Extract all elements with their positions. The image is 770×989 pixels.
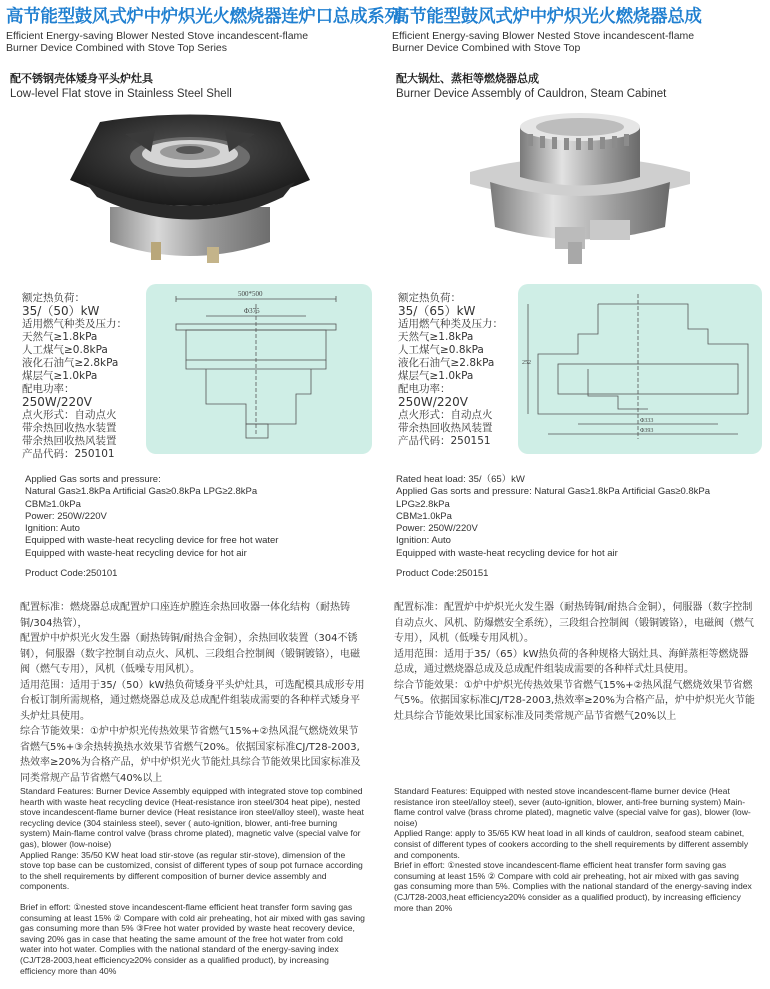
paragraph-en: Standard Features: Equipped with nested stove incandescent-flame burner device (Heat resistance iron steel/alloy steel), sever (auto-ignition, blower, anti-free burning system) Main-flame control valve (brass chrome plated), magnetic valve (special valve for gas), blower (low-noise)	[394, 786, 751, 828]
flat-stove-photo	[55, 102, 325, 272]
spec-line: 35/（65）kW	[398, 304, 476, 318]
spec-line: 煤层气≥1.0kPa	[22, 370, 98, 382]
left-description-en	[20, 786, 365, 986]
paragraph-cn: 适用范围：适用于35/（50）kW热负荷矮身平头炉灶具，可选配模具成形专用台板订制所需规格，通过燃烧器总成及总成配件组装成需要的各种样式矮身平头炉灶具使用。	[20, 679, 365, 722]
spec-en-line: Ignition: Auto	[396, 535, 451, 547]
spec-en-line: Power: 250W/220V	[396, 523, 478, 535]
spec-line: 人工煤气≥0.8kPa	[22, 344, 108, 356]
right-heading-en-2: Burner Device Combined with Stove Top	[392, 42, 581, 54]
left-heading-cn: 高节能型鼓风式炉中炉炽光火燃烧器连炉口总成系列	[6, 7, 402, 27]
right-spec-cn	[398, 292, 503, 448]
spec-en-line: Power: 250W/220V	[25, 510, 107, 522]
paragraph-cn: 配置标准：燃烧器总成配置炉口座连炉膛连余热回收器一体化结构（耐热铸铜/304热管），	[20, 602, 350, 629]
spec-line: 250W/220V	[22, 395, 92, 409]
spec-line: 产品代码：250151	[398, 435, 491, 447]
spec-line: 人工煤气≥0.8kPa	[398, 344, 484, 356]
left-spec-en	[25, 474, 278, 580]
spec-line: 适用燃气种类及压力：	[22, 318, 127, 330]
right-spec-en	[396, 474, 710, 580]
left-spec-cn	[22, 292, 127, 461]
left-subtitle-en: Low-level Flat stove in Stainless Steel Shell	[10, 88, 232, 100]
spec-line: 液化石油气≥2.8kPa	[398, 357, 495, 369]
paragraph-en: Brief in effort: ①nested stove incandescent-flame efficient heat transfer form saving gas consuming at least 15% ② Compare with cold air preheating, hot air mixed with gas saving gas consuming more than 5% ③Free hot water provided by waste heat recovery device, saving 20% gas in case that heating the same amount of the free hot water from cold water into hot water. Complies with the national standard of the energy-saving index (CJ/T28-2003,heat efficiency≥20% consider as a qualified product), by increasing efficiency more than 40%	[20, 901, 365, 976]
right-subtitle-cn: 配大锅灶、蒸柜等燃烧器总成	[396, 72, 539, 85]
right-heading-en-1: Efficient Energy-saving Blower Nested Stove incandescent-flame	[392, 30, 695, 42]
right-heading-cn: 高节能型鼓风式炉中炉炽光火燃烧器总成	[392, 7, 702, 27]
right-drawing-svg	[518, 284, 762, 454]
spec-en-line: Applied Gas sorts and pressure:	[25, 474, 161, 485]
paragraph-en: Applied Range: 35/50 KW heat load stir-stove (as regular stir-stove), dimension of the stove top base can be customized, consist of different types of soup pot furnace according to the shell requirements by different composition of burner device assembly and components.	[20, 849, 363, 892]
spec-line: 额定热负荷：	[398, 292, 461, 304]
drawing-dim-d1: Φ333	[640, 418, 654, 424]
left-heading-en-2: Burner Device Combined with Stove Top Series	[6, 42, 227, 54]
spec-line: 带余热回收热水装置	[22, 422, 117, 434]
spec-en-line: Applied Gas sorts and pressure: Natural Gas≥1.8kPa Artificial Gas≥0.8kPa	[396, 486, 711, 498]
left-subtitle-cn: 配不锈钢壳体矮身平头炉灶具	[10, 72, 153, 85]
drawing-dim-d2: Φ393	[640, 428, 654, 434]
right-subtitle-en: Burner Device Assembly of Cauldron, Steam Cabinet	[396, 88, 667, 100]
paragraph-en: Standard Features: Burner Device Assembly equipped with integrated stove top combined hearth with waste heat recycling device (Heat-resistance iron steel/304 heat pipe), nested stove incandescent-flame burner device (Heat resistance iron steel/alloy steel), waste heat recycling device (304 stainless steel), sever ( auto-ignition, blower, anti-free burning system) Main-flame control valve (brass chrome plated), magnetic valve (special valve for gas), blower (low-noise)	[20, 786, 364, 849]
spec-line: 点火形式：自动点火	[22, 409, 117, 421]
left-column	[6, 0, 402, 54]
spec-line: 35/（50）kW	[22, 304, 100, 318]
paragraph-cn: 适用范围：适用于35/（65）kW热负荷的各种规格大锅灶具、海鲜蒸柜等燃烧器总成，通过燃烧器总成及总成配件组装成需要的各种样式灶具使用。	[394, 648, 749, 675]
spec-en-line: Rated heat load: 35/（65）kW	[396, 474, 525, 485]
spec-line: 250W/220V	[398, 395, 468, 409]
spec-en-line: Equipped with waste-heat recycling device for free hot water	[25, 535, 279, 547]
spec-line: 额定热负荷：	[22, 292, 85, 304]
cauldron-burner-photo	[450, 102, 710, 272]
left-description-cn	[20, 600, 368, 786]
drawing-dim-side: 252	[522, 360, 531, 366]
right-description-cn	[394, 600, 756, 724]
paragraph-cn: 配置标准：配置炉中炉炽光火发生器（耐热铸铜/耐热合金铜），伺服器（数字控制自动点火、风机、防爆燃安全系统），三段组合控制阀（锻铜镀铬），电磁阀（燃气专用），风机（低噪专用风机）。	[394, 602, 754, 644]
spec-line: 带余热回收热风装置	[22, 435, 117, 447]
spec-line: 液化石油气≥2.8kPa	[22, 357, 119, 369]
product-code-en: Product Code:250151	[396, 568, 489, 580]
paragraph-cn: 综合节能效果：①炉中炉炽光传热效果节省燃气15%+②热风混气燃烧效果节省燃气5%+③余热转换热水效果节省燃气20%。依据国家标准CJ/T28-2003,热效率≥20%为合格产品，炉中炉炽光火节能灶具综合节能效果比国家标准及同类常规产品节省燃气40%以上	[20, 726, 361, 784]
spec-en-line: CBM≥1.0kPa	[25, 498, 81, 510]
left-drawing-svg	[146, 284, 372, 454]
spec-line: 天然气≥1.8kPa	[22, 331, 98, 343]
drawing-dim-top: 500*500	[238, 290, 263, 298]
right-technical-drawing	[518, 284, 762, 454]
spec-line: 煤层气≥1.0kPa	[398, 370, 474, 382]
spec-en-line: CBM≥1.0kPa	[396, 510, 452, 522]
spec-en-line: Equipped with waste-heat recycling device for hot air	[396, 547, 618, 559]
spec-line: 点火形式：自动点火	[398, 409, 493, 421]
product-code-en: Product Code:250101	[25, 568, 118, 580]
right-column	[392, 0, 770, 54]
spec-en-line: Equipped with waste-heat recycling device for hot air	[25, 547, 247, 559]
left-heading-en-1: Efficient Energy-saving Blower Nested Stove incandescent-flame	[6, 30, 309, 42]
paragraph-cn: 配置炉中炉炽光火发生器（耐热铸铜/耐热合金铜），余热回收装置（304不锈钢），伺服器（数字控制自动点火、风机、三段组合控制阀（锻铜镀铬），电磁阀（燃气专用），风机（低噪专用风机）。	[20, 633, 360, 675]
spec-en-line: LPG≥2.8kPa	[396, 498, 450, 510]
spec-line: 带余热回收热风装置	[398, 422, 493, 434]
drawing-dim-phi: Φ375	[244, 307, 260, 315]
paragraph-en: Applied Range: apply to 35/65 KW heat load in all kinds of cauldron, seafood steam cabinet, consist of different types of cookers according to the shell requirements by different assembly and components.	[394, 828, 749, 860]
paragraph-en: Brief in effort: ①nested stove incandescent-flame efficient heat transfer form saving gas consuming at least 15% ② Compare with cold air preheating, hot air mixed with gas saving gas consuming more than 5%. Complies with the national standard of the energy-saving index (CJ/T28-2003,heat efficiency≥20% consider as a qualified product), by increasing efficiency more than 20%	[394, 860, 752, 913]
paragraph-cn: 综合节能效果：①炉中炉炽光传热效果节省燃气15%+②热风混气燃烧效果节省燃气5%。依据国家标准CJ/T28-2003,热效率≥20%为合格产品，炉中炉炽光火节能灶具综合节能效果比国家标准及同类常规产品节省燃气20%以上	[394, 679, 755, 722]
right-description-en	[394, 786, 754, 923]
spec-line: 产品代码：250101	[22, 448, 115, 460]
spec-line: 天然气≥1.8kPa	[398, 331, 474, 343]
left-technical-drawing	[146, 284, 372, 454]
spec-en-line: Natural Gas≥1.8kPa Artificial Gas≥0.8kPa LPG≥2.8kPa	[25, 486, 258, 498]
spec-en-line: Ignition: Auto	[25, 523, 80, 535]
spec-line: 配电功率：	[398, 383, 451, 395]
spec-line: 配电功率：	[22, 383, 75, 395]
spec-line: 适用燃气种类及压力：	[398, 318, 503, 330]
